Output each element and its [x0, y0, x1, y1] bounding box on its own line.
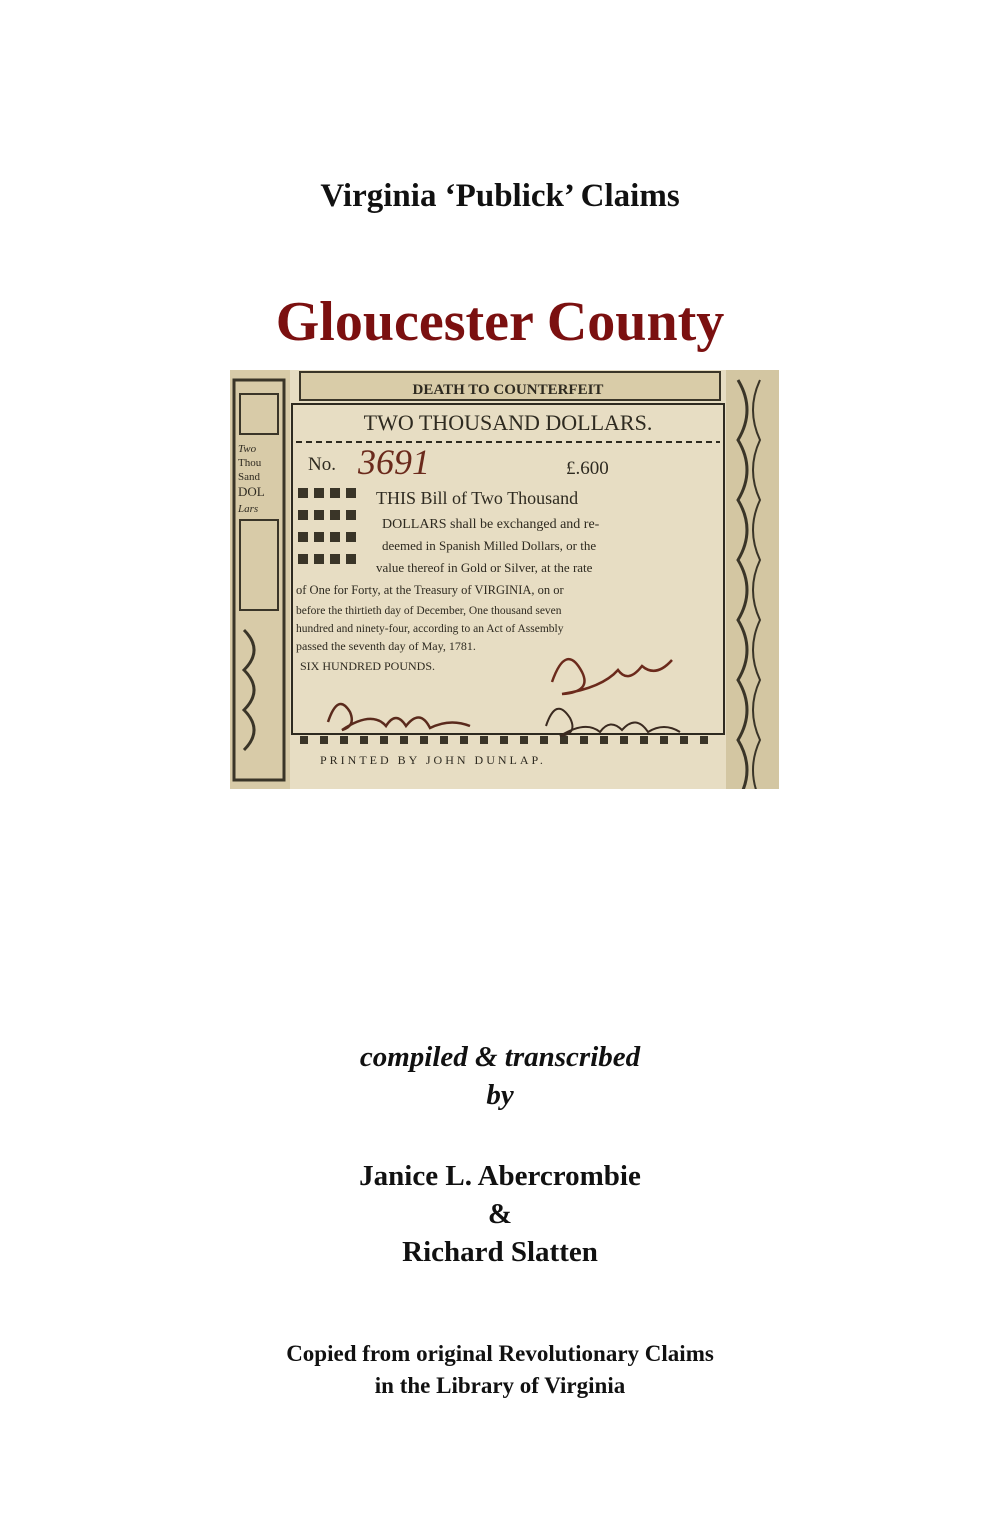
authors-block [0, 1157, 1000, 1271]
banknote-top-banner: DEATH TO COUNTERFEIT [412, 382, 604, 398]
banknote-pounds-value: £.600 [566, 458, 609, 479]
author-1: Janice L. Abercrombie [359, 1160, 641, 1192]
banknote-denomination: TWO THOUSAND DOLLARS. [363, 410, 653, 435]
series-title: Virginia ‘Publick’ Claims [320, 178, 680, 214]
banknote-line-3: deemed in Spanish Milled Dollars, or the [382, 538, 597, 553]
banknote-line-6: before the thirtieth day of December, One thousand seven [296, 605, 562, 617]
banknote-line-4: value thereof in Gold or Silver, at the rate [376, 560, 593, 575]
source-line-2: in the Library of Virginia [374, 1373, 626, 1398]
compiler-credit [0, 1038, 1000, 1114]
banknote-printer: PRINTED BY JOHN DUNLAP. [320, 753, 546, 767]
banknote-line-2: DOLLARS shall be exchanged and re- [382, 517, 600, 532]
source-line-1: Copied from original Revolutionary Claims [286, 1341, 714, 1366]
banknote-side-text-2: Thou [238, 457, 262, 469]
author-ampersand: & [487, 1198, 513, 1230]
banknote-side-text-5: Lars [238, 503, 259, 515]
county-title: Gloucester County [275, 291, 725, 353]
banknote-line-8: passed the seventh day of May, 1781. [296, 639, 476, 653]
colonial-banknote-image [230, 370, 779, 789]
source-note [0, 1338, 1000, 1402]
banknote-amount-words: SIX HUNDRED POUNDS. [300, 659, 436, 673]
banknote-serial: 3691 [358, 442, 430, 482]
banknote-side-text-1: Two [238, 443, 257, 455]
credit-line-1: compiled & transcribed [359, 1041, 641, 1073]
banknote-line-7: hundred and ninety-four, according to an Act of Assembly [296, 623, 564, 635]
author-2: Richard Slatten [402, 1236, 598, 1268]
banknote-side-text-4: DOL [238, 484, 265, 499]
banknote-line-5: of One for Forty, at the Treasury of VIRGINIA, on or [296, 583, 564, 597]
banknote-number-prefix: No. [308, 454, 336, 475]
banknote-side-text-3: Sand [238, 471, 260, 483]
credit-line-2: by [486, 1079, 514, 1111]
banknote-line-1: THIS Bill of Two Thousand [376, 488, 579, 508]
